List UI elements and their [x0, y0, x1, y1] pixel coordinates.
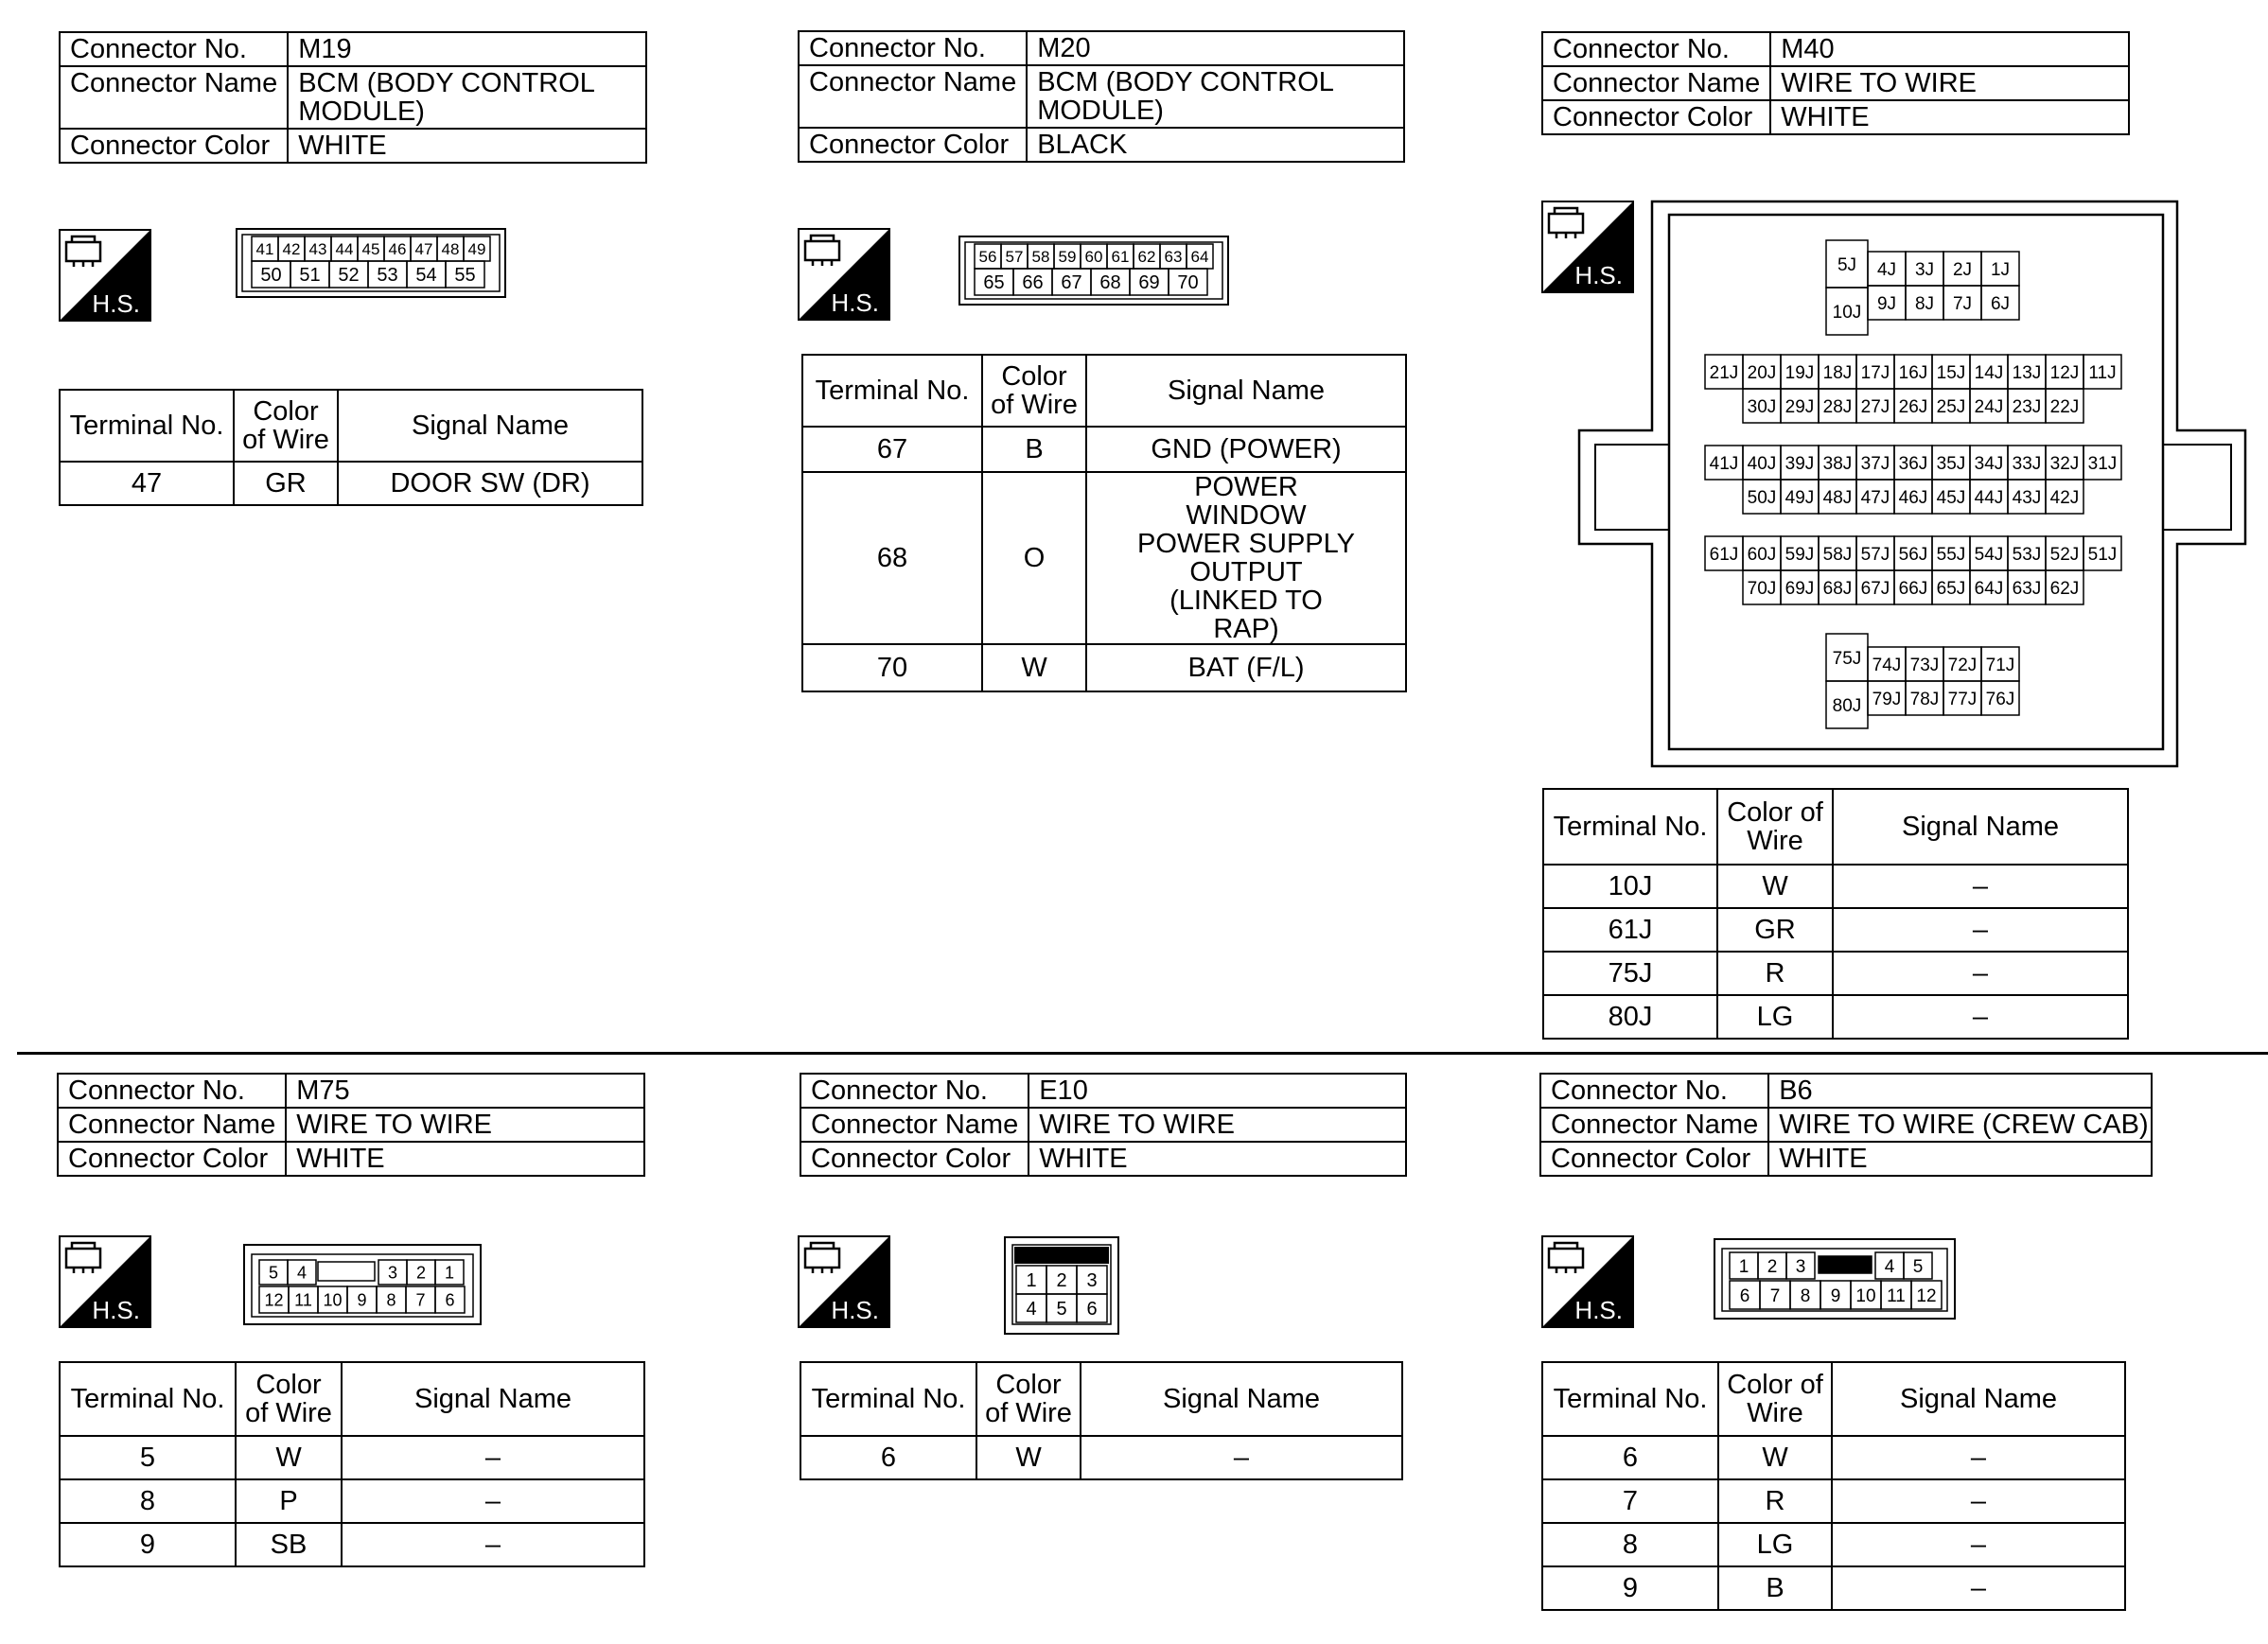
- pin-label: 62: [1137, 248, 1156, 267]
- wire-cell: W: [236, 1436, 342, 1479]
- pin-label: 27J: [1860, 396, 1890, 417]
- pin-label: 11J: [2088, 362, 2117, 383]
- pin-label: 53: [377, 265, 398, 287]
- hs-text: H.S.: [1574, 261, 1623, 289]
- terminal-no-header: Terminal No.: [1543, 789, 1717, 865]
- section-divider: [17, 1052, 2268, 1055]
- pin-label: 57J: [1860, 544, 1890, 565]
- terminal-cell: 9: [1542, 1566, 1718, 1610]
- terminal-cell: 7: [1542, 1479, 1718, 1523]
- pin-label: 15J: [1936, 362, 1966, 383]
- connector-no-value: E10: [1029, 1074, 1406, 1108]
- connector-key: [318, 1262, 375, 1281]
- wire-cell: R: [1718, 1479, 1832, 1523]
- pin-label: 43J: [2012, 487, 2042, 508]
- signal-cell: –: [1832, 1566, 2125, 1610]
- pin-label: 4J: [1876, 259, 1897, 280]
- pin-label: 13J: [2012, 362, 2042, 383]
- terminal-cell: 5: [60, 1436, 236, 1479]
- pin-label: 49J: [1785, 487, 1815, 508]
- hs-text: H.S.: [1574, 1296, 1623, 1324]
- pin-label: 55: [454, 265, 476, 287]
- pin-label: 66J: [1898, 578, 1928, 599]
- pin-label: 29J: [1785, 396, 1815, 417]
- pin-label: 67: [1061, 272, 1082, 294]
- pin-label: 47J: [1860, 487, 1890, 508]
- wire-cell: SB: [236, 1523, 342, 1566]
- connector-name-value: WIRE TO WIRE: [1770, 66, 2129, 100]
- connector-key: [1819, 1256, 1872, 1273]
- pin-label: 54J: [1974, 544, 2004, 565]
- m19-info-table: [59, 31, 647, 164]
- pin-label: 12J: [2049, 362, 2080, 383]
- pin-label: 65J: [1936, 578, 1966, 599]
- wire-color-header: Color of Wire: [1718, 1362, 1832, 1436]
- pin-label: 19J: [1785, 362, 1815, 383]
- connector-name-label: Connector Name: [800, 1108, 1029, 1142]
- pin-label: 64J: [1974, 578, 2004, 599]
- pin-label: 62J: [2049, 578, 2080, 599]
- signal-cell: –: [1833, 908, 2128, 952]
- pin-label: 55J: [1936, 544, 1966, 565]
- pin-label: 5: [1912, 1256, 1924, 1277]
- wire-cell: GR: [1717, 908, 1833, 952]
- connector-no-label: Connector No.: [60, 32, 288, 66]
- pin-label: 39J: [1785, 453, 1815, 474]
- connector-color-label: Connector Color: [1542, 100, 1770, 134]
- terminal-cell: 6: [1542, 1436, 1718, 1479]
- pin-label: 57: [1005, 248, 1024, 267]
- pin-label: 4: [1884, 1256, 1895, 1277]
- terminal-cell: 80J: [1543, 995, 1717, 1039]
- signal-name-header: Signal Name: [342, 1362, 644, 1436]
- pin-label: 10J: [1832, 302, 1862, 323]
- connector-no-value: B6: [1768, 1074, 2151, 1108]
- pin-label: 75J: [1832, 648, 1862, 669]
- wire-cell: GR: [234, 462, 338, 505]
- terminal-cell: 47: [60, 462, 234, 505]
- m75-terminal-table: [59, 1361, 645, 1567]
- terminal-cell: 67: [802, 427, 982, 472]
- pin-label: 3: [1795, 1256, 1806, 1277]
- pin-label: 54: [415, 265, 437, 287]
- hs-text: H.S.: [92, 289, 140, 318]
- pin-label: 66: [1022, 272, 1044, 294]
- pin-label: 78J: [1909, 689, 1940, 709]
- pin-label: 71J: [1985, 655, 2015, 675]
- signal-name-header: Signal Name: [1833, 789, 2128, 865]
- pin-label: 7: [415, 1290, 426, 1310]
- connector-color-label: Connector Color: [60, 129, 288, 163]
- signal-cell: –: [1832, 1523, 2125, 1566]
- pin-label: 42: [282, 240, 301, 259]
- table-row: [800, 1436, 1402, 1479]
- pin-label: 35J: [1936, 453, 1966, 474]
- pin-label: 5: [1056, 1299, 1067, 1320]
- pin-label: 10: [323, 1290, 343, 1310]
- pin-label: 31J: [2087, 453, 2118, 474]
- wire-cell: W: [1718, 1436, 1832, 1479]
- table-row: [60, 462, 642, 505]
- pin-label: 59J: [1785, 544, 1815, 565]
- e10-connector-face: [1003, 1235, 1122, 1338]
- m20-terminal-table: [801, 354, 1407, 692]
- terminal-cell: 8: [1542, 1523, 1718, 1566]
- pin-label: 79J: [1872, 689, 1902, 709]
- wire-cell: W: [976, 1436, 1081, 1479]
- pin-label: 67J: [1860, 578, 1890, 599]
- connector-color-value: WHITE: [1768, 1142, 2151, 1176]
- wire-cell: P: [236, 1479, 342, 1523]
- pin-label: 69: [1138, 272, 1160, 294]
- pin-label: 2: [1767, 1256, 1778, 1277]
- pin-label: 47: [414, 240, 433, 259]
- pin-label: 42J: [2049, 487, 2080, 508]
- harness-side-icon: [798, 1235, 890, 1328]
- pin-label: 3: [1086, 1270, 1098, 1292]
- pin-label: 33J: [2012, 453, 2042, 474]
- pin-label: 46: [388, 240, 407, 259]
- pin-label: 7: [1769, 1285, 1781, 1306]
- pin-label: 12: [264, 1290, 284, 1310]
- table-row: [60, 1523, 644, 1566]
- pin-label: 24J: [1974, 396, 2004, 417]
- pin-label: 56: [978, 248, 997, 267]
- pin-label: 17J: [1860, 362, 1890, 383]
- pin-label: 61J: [1709, 544, 1739, 565]
- pin-label: 74J: [1872, 655, 1902, 675]
- pin-label: 5J: [1837, 254, 1857, 275]
- connector-color-label: Connector Color: [1540, 1142, 1768, 1176]
- connector-color-value: WHITE: [1029, 1142, 1406, 1176]
- pin-label: 6J: [1990, 293, 2011, 314]
- pin-label: 2: [1056, 1270, 1067, 1292]
- pin-label: 6: [1739, 1285, 1750, 1306]
- pin-label: 51: [299, 265, 321, 287]
- wire-cell: B: [982, 427, 1086, 472]
- e10-terminal-table: [800, 1361, 1403, 1480]
- pin-label: 1: [1026, 1270, 1037, 1292]
- pin-label: 68J: [1822, 578, 1853, 599]
- connector-no-label: Connector No.: [1540, 1074, 1768, 1108]
- pin-label: 59: [1058, 248, 1077, 267]
- connector-name-label: Connector Name: [1542, 66, 1770, 100]
- harness-side-icon: [798, 228, 890, 321]
- signal-cell: POWER WINDOW POWER SUPPLY OUTPUT (LINKED TO RAP): [1086, 472, 1406, 644]
- pin-label: 23J: [2012, 396, 2042, 417]
- pin-label: 1: [444, 1263, 455, 1283]
- wire-color-header: Color of Wire: [234, 390, 338, 462]
- connector-name-label: Connector Name: [60, 66, 288, 129]
- pin-label: 4: [296, 1263, 308, 1283]
- pin-label: 5: [268, 1263, 279, 1283]
- pin-label: 30J: [1747, 396, 1777, 417]
- pin-label: 40J: [1747, 453, 1777, 474]
- pin-label: 63: [1164, 248, 1183, 267]
- pin-label: 28J: [1822, 396, 1853, 417]
- wire-color-header: Color of Wire: [982, 355, 1086, 427]
- connector-no-label: Connector No.: [1542, 32, 1770, 66]
- terminal-cell: 61J: [1543, 908, 1717, 952]
- pin-label: 69J: [1785, 578, 1815, 599]
- pin-label: 4: [1026, 1299, 1037, 1320]
- pin-label: 61: [1111, 248, 1130, 267]
- pin-label: 58: [1031, 248, 1050, 267]
- table-row: [60, 1436, 644, 1479]
- table-row: [1542, 1523, 2125, 1566]
- terminal-cell: 8: [60, 1479, 236, 1523]
- pin-label: 52J: [2049, 544, 2080, 565]
- connector-no-label: Connector No.: [58, 1074, 286, 1108]
- m75-info-table: [57, 1073, 645, 1177]
- signal-name-header: Signal Name: [1832, 1362, 2125, 1436]
- pin-label: 65: [983, 272, 1005, 294]
- table-row: [1543, 865, 2128, 908]
- table-row: [60, 1479, 644, 1523]
- connector-name-label: Connector Name: [58, 1108, 286, 1142]
- signal-cell: –: [342, 1436, 644, 1479]
- connector-name-value: WIRE TO WIRE: [286, 1108, 644, 1142]
- m40-terminal-table: [1542, 788, 2129, 1040]
- pin-label: 32J: [2049, 453, 2080, 474]
- wire-cell: R: [1717, 952, 1833, 995]
- wire-cell: LG: [1718, 1523, 1832, 1566]
- table-row: [802, 427, 1406, 472]
- pin-label: 44J: [1974, 487, 2004, 508]
- pin-label: 43: [308, 240, 327, 259]
- connector-color-label: Connector Color: [799, 128, 1027, 162]
- m40-connector-face: [1576, 199, 2248, 771]
- pin-label: 1: [1738, 1256, 1749, 1277]
- pin-label: 80J: [1832, 695, 1862, 716]
- pin-label: 7J: [1952, 293, 1973, 314]
- pin-label: 45J: [1936, 487, 1966, 508]
- signal-cell: –: [342, 1523, 644, 1566]
- wire-color-header: Color of Wire: [976, 1362, 1081, 1436]
- table-row: [1543, 908, 2128, 952]
- pin-label: 6: [445, 1290, 455, 1310]
- b6-info-table: [1539, 1073, 2153, 1177]
- wire-color-header: Color of Wire: [1717, 789, 1833, 865]
- signal-name-header: Signal Name: [1081, 1362, 1402, 1436]
- hs-text: H.S.: [831, 289, 879, 317]
- signal-cell: –: [1833, 865, 2128, 908]
- pin-label: 64: [1190, 248, 1209, 267]
- connector-name-label: Connector Name: [1540, 1108, 1768, 1142]
- terminal-no-header: Terminal No.: [802, 355, 982, 427]
- terminal-no-header: Terminal No.: [1542, 1362, 1718, 1436]
- table-row: [1543, 995, 2128, 1039]
- connector-color-value: WHITE: [1770, 100, 2129, 134]
- pin-label: 72J: [1947, 655, 1978, 675]
- pin-label: 10: [1855, 1285, 1876, 1306]
- signal-name-header: Signal Name: [338, 390, 642, 462]
- pin-label: 2: [415, 1263, 427, 1283]
- connector-no-value: M20: [1027, 31, 1404, 65]
- connector-name-value: WIRE TO WIRE: [1029, 1108, 1406, 1142]
- pin-label: 73J: [1909, 655, 1940, 675]
- signal-cell: –: [1081, 1436, 1402, 1479]
- pin-label: 41J: [1709, 453, 1739, 474]
- b6-connector-face: [1713, 1237, 1959, 1322]
- table-row: [1542, 1566, 2125, 1610]
- pin-label: 20J: [1747, 362, 1777, 383]
- pin-label: 52: [338, 265, 360, 287]
- hs-text: H.S.: [831, 1296, 879, 1324]
- connector-name-value: WIRE TO WIRE (CREW CAB): [1768, 1108, 2151, 1142]
- pin-label: 11: [1887, 1285, 1906, 1306]
- m19-connector-face: [235, 227, 509, 299]
- m19-terminal-table: [59, 389, 643, 506]
- pin-label: 58J: [1822, 544, 1853, 565]
- pin-label: 9: [357, 1290, 367, 1310]
- wire-cell: W: [1717, 865, 1833, 908]
- harness-side-icon: [59, 229, 151, 322]
- pin-label: 3J: [1914, 259, 1935, 280]
- signal-cell: GND (POWER): [1086, 427, 1406, 472]
- connector-name-label: Connector Name: [799, 65, 1027, 128]
- harness-side-icon: [59, 1235, 151, 1328]
- pin-label: 16J: [1898, 362, 1928, 383]
- pin-label: 50: [260, 265, 282, 287]
- wire-cell: B: [1718, 1566, 1832, 1610]
- pin-label: 3: [387, 1263, 398, 1283]
- pin-label: 63J: [2012, 578, 2042, 599]
- pin-label: 48: [441, 240, 460, 259]
- terminal-cell: 75J: [1543, 952, 1717, 995]
- signal-cell: –: [1833, 952, 2128, 995]
- terminal-cell: 68: [802, 472, 982, 644]
- terminal-no-header: Terminal No.: [60, 1362, 236, 1436]
- pin-label: 8: [1800, 1285, 1811, 1306]
- pin-label: 53J: [2012, 544, 2042, 565]
- pin-label: 41: [255, 240, 274, 259]
- signal-cell: –: [1832, 1479, 2125, 1523]
- pin-label: 8J: [1914, 293, 1935, 314]
- table-row: [1542, 1436, 2125, 1479]
- pin-label: 8: [386, 1290, 396, 1310]
- pin-label: 68: [1099, 272, 1121, 294]
- m40-info-table: [1541, 31, 2130, 135]
- m20-connector-face: [958, 235, 1232, 306]
- signal-cell: –: [1832, 1436, 2125, 1479]
- pin-label: 25J: [1936, 396, 1966, 417]
- pin-label: 37J: [1860, 453, 1890, 474]
- table-row: [802, 644, 1406, 691]
- pin-label: 34J: [1974, 453, 2004, 474]
- pin-label: 46J: [1898, 487, 1928, 508]
- terminal-no-header: Terminal No.: [800, 1362, 976, 1436]
- signal-cell: –: [342, 1479, 644, 1523]
- table-row: [1543, 952, 2128, 995]
- harness-side-icon: [1541, 1235, 1634, 1328]
- pin-label: 22J: [2049, 396, 2080, 417]
- pin-label: 12: [1916, 1285, 1937, 1306]
- connector-no-label: Connector No.: [800, 1074, 1029, 1108]
- wire-color-header: Color of Wire: [236, 1362, 342, 1436]
- pin-label: 49: [467, 240, 486, 259]
- terminal-no-header: Terminal No.: [60, 390, 234, 462]
- m20-info-table: [798, 30, 1405, 163]
- b6-terminal-table: [1541, 1361, 2126, 1611]
- pin-label: 9: [1830, 1285, 1841, 1306]
- connector-color-label: Connector Color: [800, 1142, 1029, 1176]
- pin-label: 18J: [1822, 362, 1853, 383]
- table-row: [1542, 1479, 2125, 1523]
- pin-label: 60J: [1747, 544, 1777, 565]
- pin-label: 50J: [1747, 487, 1777, 508]
- pin-label: 56J: [1898, 544, 1928, 565]
- pin-label: 70J: [1747, 578, 1777, 599]
- connector-color-label: Connector Color: [58, 1142, 286, 1176]
- pin-label: 36J: [1898, 453, 1928, 474]
- pin-label: 9J: [1876, 293, 1897, 314]
- terminal-cell: 6: [800, 1436, 976, 1479]
- pin-label: 21J: [1709, 362, 1739, 383]
- connector-name-value: BCM (BODY CONTROL MODULE): [288, 66, 646, 129]
- pin-label: 38J: [1822, 453, 1853, 474]
- connector-no-value: M40: [1770, 32, 2129, 66]
- pin-label: 44: [335, 240, 354, 259]
- pin-label: 51J: [2087, 544, 2118, 565]
- connector-name-value: BCM (BODY CONTROL MODULE): [1027, 65, 1404, 128]
- signal-cell: –: [1833, 995, 2128, 1039]
- connector-no-value: M75: [286, 1074, 644, 1108]
- connector-no-value: M19: [288, 32, 646, 66]
- connector-no-label: Connector No.: [799, 31, 1027, 65]
- pin-label: 26J: [1898, 396, 1928, 417]
- signal-cell: DOOR SW (DR): [338, 462, 642, 505]
- signal-cell: BAT (F/L): [1086, 644, 1406, 691]
- pin-label: 14J: [1974, 362, 2004, 383]
- pin-label: 76J: [1985, 689, 2015, 709]
- pin-label: 70: [1177, 272, 1199, 294]
- connector-color-value: WHITE: [288, 129, 646, 163]
- wire-cell: W: [982, 644, 1086, 691]
- wire-cell: O: [982, 472, 1086, 644]
- connector-color-value: WHITE: [286, 1142, 644, 1176]
- pin-label: 1J: [1990, 259, 2011, 280]
- pin-label: 11: [294, 1290, 312, 1310]
- wire-cell: LG: [1717, 995, 1833, 1039]
- pin-label: 45: [361, 240, 380, 259]
- pin-label: 48J: [1822, 487, 1853, 508]
- pin-label: 60: [1084, 248, 1103, 267]
- signal-name-header: Signal Name: [1086, 355, 1406, 427]
- m75-connector-face: [242, 1243, 484, 1328]
- terminal-cell: 10J: [1543, 865, 1717, 908]
- e10-info-table: [800, 1073, 1407, 1177]
- pin-label: 6: [1086, 1299, 1098, 1320]
- terminal-cell: 70: [802, 644, 982, 691]
- table-row: [802, 472, 1406, 644]
- hs-text: H.S.: [92, 1296, 140, 1324]
- connector-color-value: BLACK: [1027, 128, 1404, 162]
- pin-label: 77J: [1947, 689, 1978, 709]
- terminal-cell: 9: [60, 1523, 236, 1566]
- pin-label: 2J: [1952, 259, 1973, 280]
